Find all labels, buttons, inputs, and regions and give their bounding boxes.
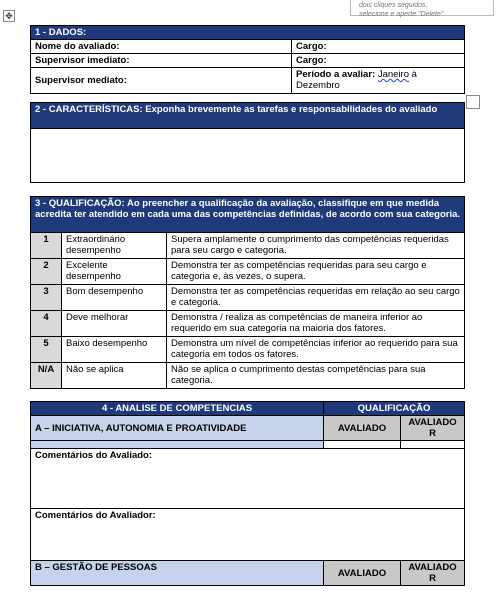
rating-description: Supera amplamente o cumprimento das competências requeridas para seu cargo e categoria. [167, 233, 465, 259]
avaliado-score-input[interactable] [324, 441, 401, 449]
rating-description: Demonstra / realiza as competências de maneira inferior ao requerido em sua categoria na maioria dos fatores. [167, 311, 465, 337]
periodo-fim: à Dezembro [296, 69, 417, 91]
caracteristicas-input-area[interactable] [31, 129, 465, 183]
comentarios-avaliado-field[interactable]: Comentários do Avaliado: [31, 449, 465, 509]
section-dados-title: 1 - DADOS: [31, 26, 465, 40]
nome-avaliado-label[interactable]: Nome do avaliado: [31, 40, 292, 54]
section-caracteristicas-title: 2 - CARACTERÍSTICAS: Exponha brevemente as tarefas e responsabilidades do avaliado [31, 103, 465, 129]
table-move-handle-icon[interactable]: ✥ [3, 10, 15, 22]
rating-number: 1 [31, 233, 62, 259]
rating-label: Bom desempenho [62, 285, 167, 311]
section-qualificacao-title: 3 - QUALIFICAÇÃO: Ao preencher a qualificação da avaliação, classifique em que medida acredita ter atendido em cada uma das competências definidas, de acordo com sua categoria. [31, 197, 465, 233]
rating-number: 3 [31, 285, 62, 311]
tooltip-line-2: selecione e aperte "Delete" [359, 11, 444, 18]
rating-description: Demonstra ter as competências requeridas em relação ao seu cargo e categoria. [167, 285, 465, 311]
section-qualificacao-table [30, 196, 465, 389]
tooltip-line-1: dois cliques seguidos, [359, 2, 428, 9]
rating-number: 4 [31, 311, 62, 337]
section-competencias-table [30, 401, 465, 586]
rating-number: 2 [31, 259, 62, 285]
rating-description: Demonstra ter as competências requeridas para seu cargo e categoria e, às vezes, o supera. [167, 259, 465, 285]
competencia-a-title: A – INICIATIVA, AUTONOMIA E PROATIVIDADE [31, 416, 324, 441]
rating-number: 5 [31, 337, 62, 363]
comentarios-avaliador-field[interactable]: Comentários do Avaliador: [31, 509, 465, 561]
section-competencias-title: 4 - ANALISE DE COMPETENCIAS [31, 402, 324, 416]
qualificacao-header: QUALIFICAÇÃO [324, 402, 465, 416]
help-tooltip [350, 0, 494, 16]
avaliador-score-input[interactable] [401, 441, 465, 449]
periodo-label: Período a avaliar: [296, 69, 378, 80]
supervisor-mediato-label[interactable]: Supervisor mediato: [31, 68, 292, 94]
cargo-supervisor-label[interactable]: Cargo: [292, 54, 465, 68]
avaliado-column-header: AVALIADO [324, 416, 401, 441]
rating-label: Baixo desempenho [62, 337, 167, 363]
rating-number: N/A [31, 363, 62, 389]
section-caracteristicas-table [30, 102, 465, 183]
rating-label: Deve melhorar [62, 311, 167, 337]
rating-label: Excelente desempenho [62, 259, 167, 285]
avaliado-column-header-b: AVALIADO [324, 561, 401, 586]
rating-description: Não se aplica o cumprimento destas competências para sua categoria. [167, 363, 465, 389]
avaliador-column-header-b: AVALIADO R [401, 561, 465, 586]
rating-label: Não se aplica [62, 363, 167, 389]
rating-description: Demonstra um nível de competências inferior ao requerido para sua categoria em todos os fatores. [167, 337, 465, 363]
cargo-label[interactable]: Cargo: [292, 40, 465, 54]
rating-label: Extraordinário desempenho [62, 233, 167, 259]
supervisor-imediato-label[interactable]: Supervisor imediato: [31, 54, 292, 68]
table-resize-handle[interactable] [466, 95, 480, 109]
section-dados-table [30, 25, 465, 94]
competencia-b-title: B – GESTÃO DE PESSOAS [31, 561, 324, 586]
competencia-a-spacer [31, 441, 324, 449]
periodo-avaliar-cell[interactable] [292, 68, 465, 94]
periodo-inicio: Janeiro [377, 69, 410, 80]
avaliador-column-header: AVALIADO R [401, 416, 465, 441]
